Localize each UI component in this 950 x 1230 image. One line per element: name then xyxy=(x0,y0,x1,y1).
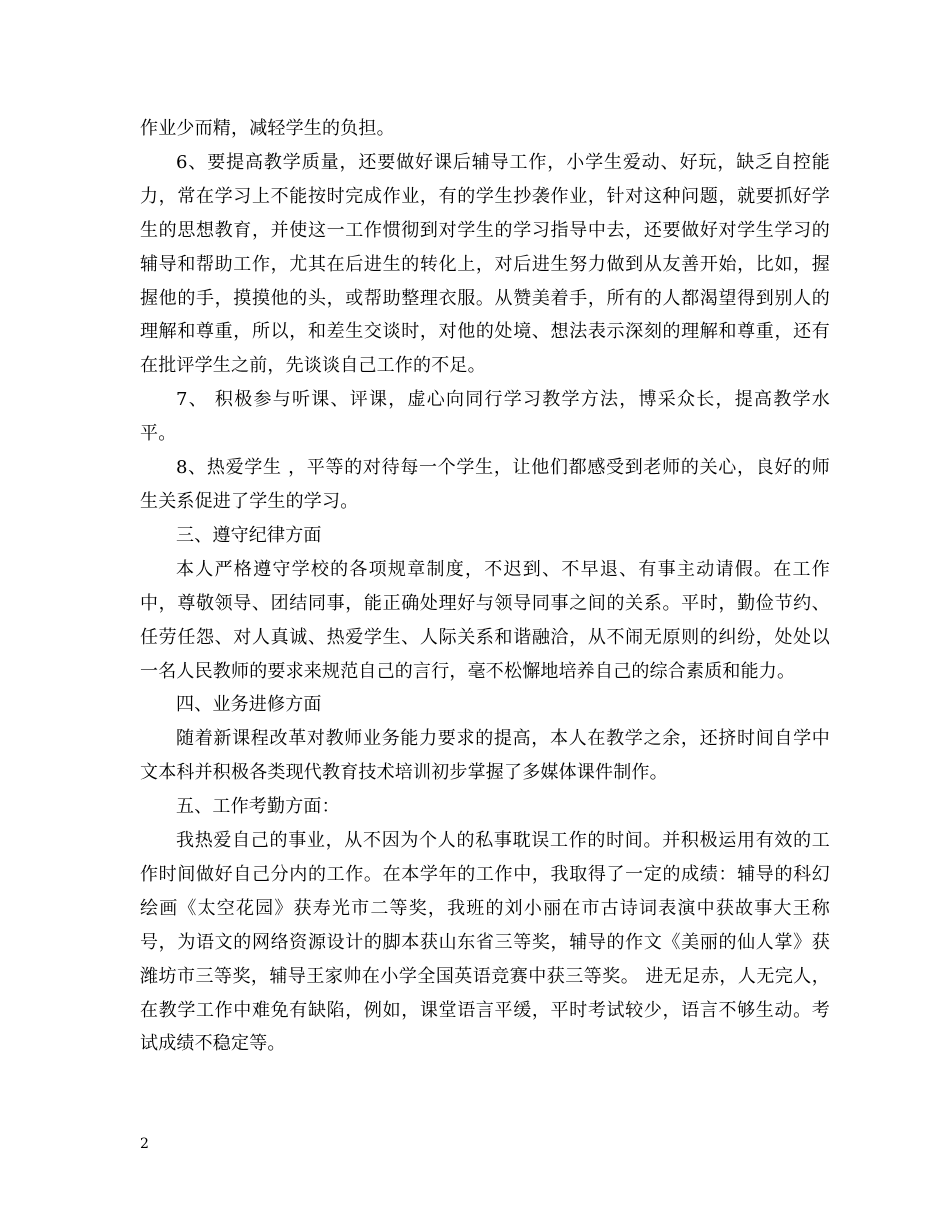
section-heading: 三、遵守纪律方面 xyxy=(176,524,322,546)
paragraph: 7、 积极参与听课、评课，虚心向同行学习教学方法，博采众长，提高教学水平。 xyxy=(140,389,830,445)
page-number: 2 xyxy=(140,1136,149,1152)
paragraph: 8、热爱学生 ，平等的对待每一个学生，让他们都感受到老师的关心，良好的师生关系促进了学生的学习。 xyxy=(140,457,830,512)
section-heading: 四、业务进修方面 xyxy=(176,694,322,716)
paragraph: 我热爱自己的事业，从不因为个人的私事耽误工作的时间。并积极运用有效的工作时间做好自己分内的工作。在本学年的工作中，我取得了一定的成绩：辅导的科幻绘画《太空花园》获寿光市二等奖，我班的刘小丽在市古诗词表演中获故事大王称号，为语文的网络资源设计的脚本获山东省三等奖，辅导的作文《美丽的仙人掌》获潍坊市三等奖，辅导王家帅在小学全国英语竞赛中获三等奖。 进无足赤，人无完人，在教学工作中难免有缺陷，例如，课堂语言平缓，平时考试较少，语言不够生动。考试成绩不稳定等。 xyxy=(140,830,830,1055)
paragraph: 6、要提高教学质量，还要做好课后辅导工作，小学生爱动、好玩，缺乏自控能力，常在学习上不能按时完成作业，有的学生抄袭作业，针对这种问题，就要抓好学生的思想教育，并使这一工作惯彻到对学生的学习指导中去，还要做好对学生学习的辅导和帮助工作，尤其在后进生的转化上，对后进生努力做到从友善开始，比如，握握他的手，摸摸他的头，或帮助整理衣服。从赞美着手，所有的人都渴望得到别人的理解和尊重，所以，和差生交谈时，对他的处境、想法表示深刻的理解和尊重，还有在批评学生之前，先谈谈自己工作的不足。 xyxy=(140,151,830,377)
paragraph: 本人严格遵守学校的各项规章制度，不迟到、不早退、有事主动请假。在工作中，尊敬领导、团结同事，能正确处理好与领导同事之间的关系。平时，勤俭节约、任劳任怨、对人真诚、热爱学生、人际关系和谐融洽，从不闹无原则的纠纷，处处以一名人民教师的要求来规范自己的言行，毫不松懈地培养自己的综合素质和能力。 xyxy=(140,558,830,682)
section-heading: 五、工作考勤方面： xyxy=(176,796,340,818)
document-body xyxy=(140,112,830,1061)
paragraph: 作业少而精，减轻学生的负担。 xyxy=(140,118,395,139)
paragraph: 随着新课程改革对教师业务能力要求的提高，本人在教学之余，还挤时间自学中文本科并积极各类现代教育技术培训初步掌握了多媒体课件制作。 xyxy=(140,728,830,784)
